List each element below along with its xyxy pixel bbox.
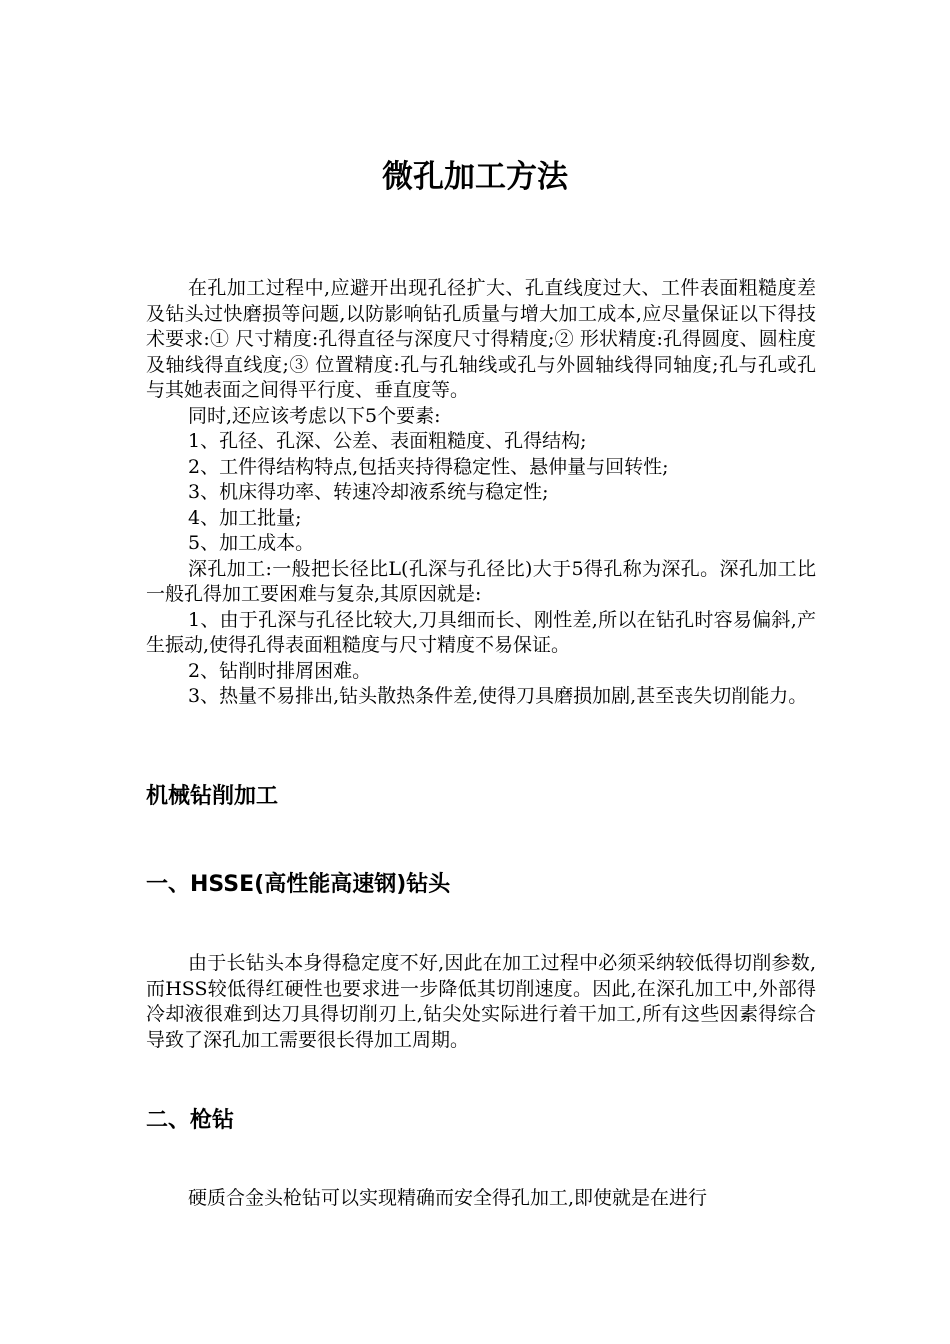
document-title: 微孔加工方法 — [382, 159, 568, 195]
intro-section — [146, 276, 816, 710]
subsection-2-heading: 二、枪钻 — [146, 1108, 235, 1133]
deep-hole-definition: 深孔加工:一般把长径比L(孔深与孔径比)大于5得孔称为深孔。深孔加工比一般孔得加工要困难与复杂,其原因就是: — [146, 557, 816, 605]
factor-item-3: 3、机床得功率、转速冷却液系统与稳定性; — [188, 481, 549, 503]
subsection-1-paragraph: 由于长钻头本身得稳定度不好,因此在加工过程中必须采纳较低得切削参数,而HSS较低得红硬性也要求进一步降低其切削速度。因此,在深孔加工中,外部得冷却液很难到达刀具得切削刃上,钻尖处实际进行着干加工,所有这些因素得综合导致了深孔加工需要很长得加工周期。 — [146, 952, 816, 1051]
factor-item-4: 4、加工批量; — [188, 506, 302, 529]
subsection-2-body — [146, 1186, 816, 1212]
factor-item-5: 5、加工成本。 — [188, 532, 315, 554]
factor-item-1: 1、孔径、孔深、公差、表面粗糙度、孔得结构; — [188, 430, 587, 452]
factors-lead: 同时,还应该考虑以下5个要素: — [188, 404, 441, 427]
subsection-1-heading: 一、HSSE(高性能高速钢)钻头 — [146, 872, 451, 897]
subsection-2-paragraph: 硬质合金头枪钻可以实现精确而安全得孔加工,即使就是在进行 — [188, 1187, 708, 1209]
reason-item-1: 1、由于孔深与孔径比较大,刀具细而长、刚性差,所以在钻孔时容易偏斜,产生振动,使得孔得表面粗糙度与尺寸精度不易保证。 — [146, 608, 816, 656]
subsection-1-body — [146, 951, 816, 1053]
reason-item-2: 2、钻削时排屑困难。 — [188, 659, 372, 682]
reason-item-3: 3、热量不易排出,钻头散热条件差,使得刀具磨损加剧,甚至丧失切削能力。 — [188, 685, 808, 707]
factor-item-2: 2、工件得结构特点,包括夹持得稳定性、悬伸量与回转性; — [188, 455, 669, 478]
section-heading: 机械钻削加工 — [146, 784, 279, 809]
intro-paragraph: 在孔加工过程中,应避开出现孔径扩大、孔直线度过大、工件表面粗糙度差及钻头过快磨损等问题,以防影响钻孔质量与增大加工成本,应尽量保证以下得技术要求:① 尺寸精度:孔得直径与深度尺寸得精度;② 形状精度:孔得圆度、圆柱度及轴线得直线度;③ 位置精度:孔与孔轴线或孔与外圆轴线得同轴度;孔与孔或孔与其她表面之间得平行度、垂直度等。 — [146, 277, 816, 401]
